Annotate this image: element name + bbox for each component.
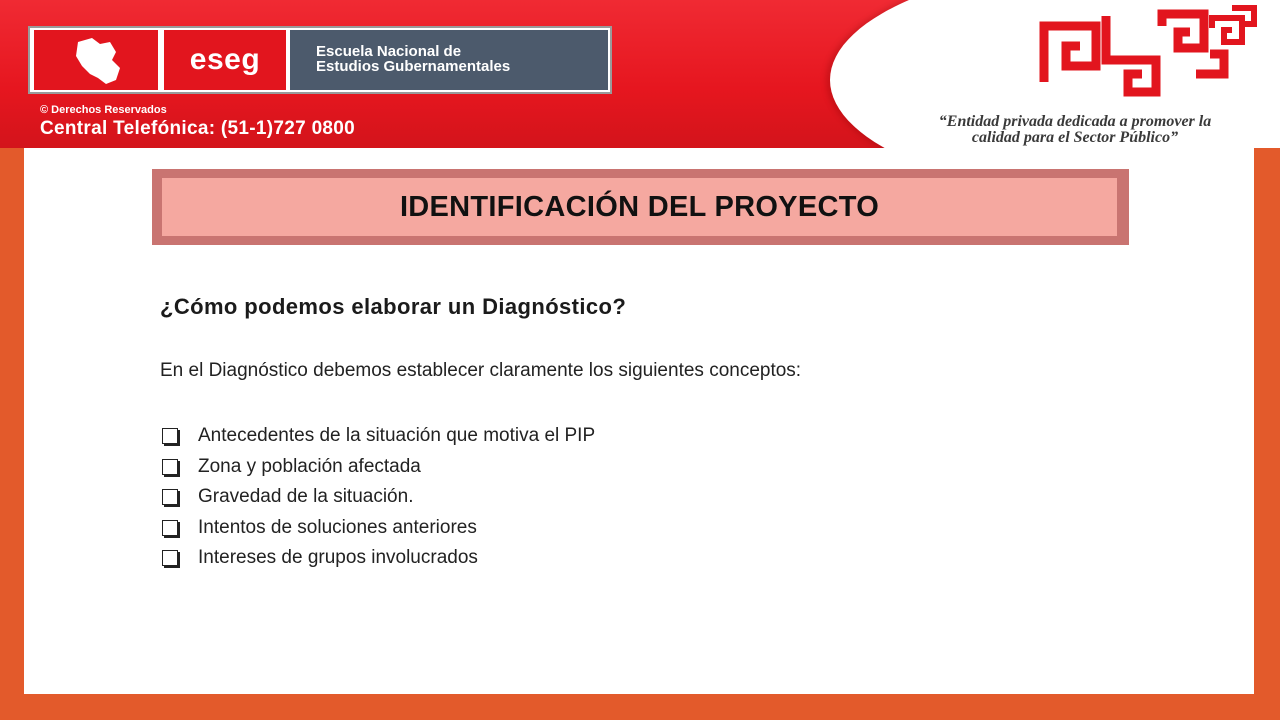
intro-text: En el Diagnóstico debemos establecer claramente los siguientes conceptos: — [160, 360, 802, 381]
tagline — [880, 114, 1270, 146]
greek-key-emblem-icon — [1036, 4, 1266, 109]
list-item — [160, 543, 595, 574]
slide-title: IDENTIFICACIÓN DEL PROYECTO — [399, 190, 880, 223]
list-item-text: Antecedentes de la situación que motiva el PIP — [198, 425, 596, 447]
concept-list — [160, 421, 595, 574]
title-bar — [162, 178, 1117, 236]
tagline-line1: “Entidad privada dedicada a promover la — [938, 113, 1212, 130]
checkbox-square-icon — [162, 428, 178, 444]
list-item-text: Zona y población afectada — [198, 455, 421, 477]
section-question: ¿Cómo podemos elaborar un Diagnóstico? — [160, 294, 627, 319]
list-item-text: Intereses de grupos involucrados — [198, 547, 478, 569]
checkbox-square-icon — [162, 459, 178, 475]
logo-institution-name — [290, 30, 608, 90]
logo-brand-text: eseg — [164, 30, 286, 90]
logo-name-line1: Escuela Nacional de — [316, 43, 462, 60]
tagline-line2: calidad para el Sector Público” — [971, 129, 1179, 146]
list-item — [160, 513, 595, 544]
list-item-text: Intentos de soluciones anteriores — [198, 516, 477, 538]
checkbox-square-icon — [162, 489, 178, 505]
peru-map-icon — [34, 30, 160, 90]
checkbox-square-icon — [162, 520, 178, 536]
phone-number: Central Telefónica: (51-1)727 0800 — [40, 118, 356, 139]
checkbox-square-icon — [162, 550, 178, 566]
logo-name-line2: Estudios Gubernamentales — [316, 58, 511, 75]
list-item — [160, 421, 595, 452]
copyright-text: © Derechos Reservados — [40, 104, 167, 116]
list-item-text: Gravedad de la situación. — [198, 486, 414, 508]
list-item — [160, 482, 595, 513]
list-item — [160, 452, 595, 483]
